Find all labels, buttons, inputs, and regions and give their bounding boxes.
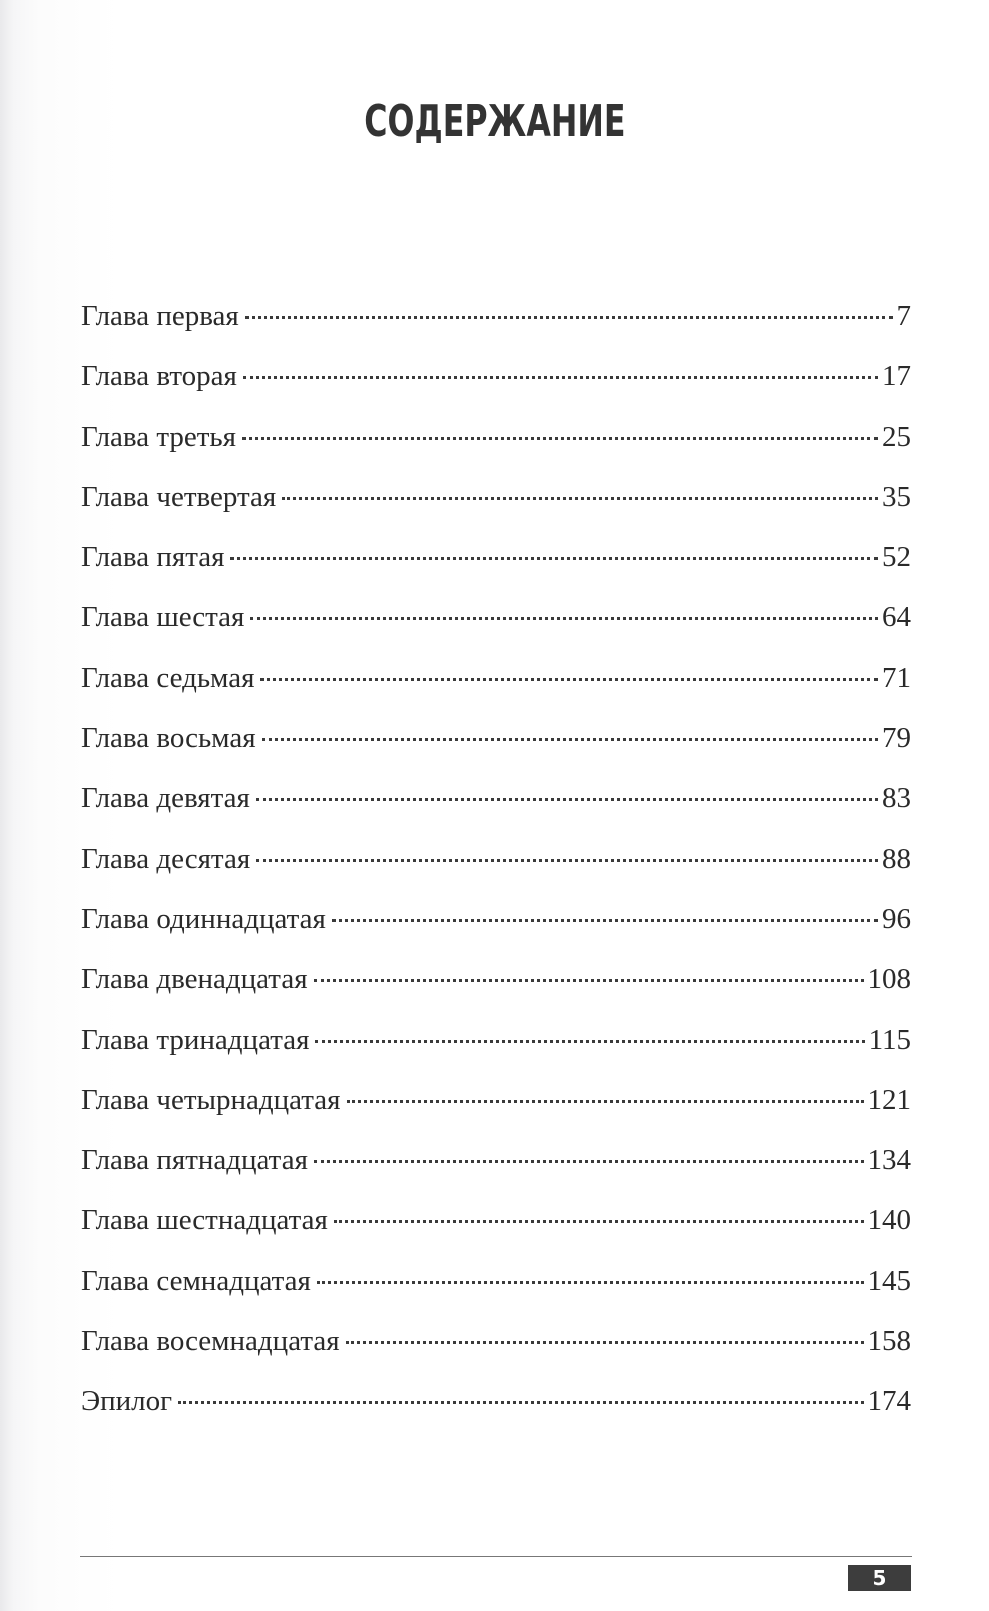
toc-entry-label: Глава шестнадцатая (81, 1204, 328, 1237)
toc-entry-page: 17 (882, 360, 911, 393)
toc-entry-page: 174 (867, 1385, 911, 1418)
toc-entry-page: 79 (882, 722, 911, 755)
toc-entry (81, 1251, 911, 1311)
page-number-badge: 5 (848, 1565, 911, 1591)
dot-leader (245, 316, 893, 319)
toc-entry (81, 467, 911, 527)
toc-entry-label: Глава четвертая (81, 480, 277, 513)
toc-entry-label: Глава пятая (81, 541, 225, 574)
dot-leader (282, 497, 878, 500)
toc-entry-page: 96 (882, 902, 911, 935)
toc-entry-label: Эпилог (81, 1385, 173, 1418)
page-title: СОДЕРЖАНИЕ (364, 96, 626, 147)
toc-entry (81, 708, 911, 768)
toc-entry (81, 768, 911, 828)
toc-entry (81, 1010, 911, 1070)
toc-entry (81, 1190, 911, 1250)
dot-leader (256, 798, 878, 801)
toc-entry-page: 121 (867, 1083, 911, 1116)
toc-entry (81, 949, 911, 1009)
toc-entry (81, 1371, 911, 1431)
dot-leader (260, 678, 878, 681)
dot-leader (178, 1401, 863, 1404)
dot-leader (334, 1220, 864, 1223)
toc-entry (81, 1130, 911, 1190)
footer-divider (80, 1556, 912, 1557)
toc-entry (81, 346, 911, 406)
toc-entry-page: 134 (867, 1144, 911, 1177)
toc-entry (81, 648, 911, 708)
toc-entry-label: Глава пятнадцатая (81, 1144, 308, 1177)
toc-entry-label: Глава семнадцатая (81, 1264, 311, 1297)
toc-entry-label: Глава шестая (81, 601, 245, 634)
toc-entry (81, 1311, 911, 1371)
dot-leader (314, 1160, 864, 1163)
dot-leader (347, 1100, 864, 1103)
toc-entry-page: 140 (867, 1204, 911, 1237)
toc-entry (81, 587, 911, 647)
toc-entry-page: 71 (882, 661, 911, 694)
table-of-contents (81, 286, 911, 1432)
toc-entry (81, 527, 911, 587)
dot-leader (230, 557, 878, 560)
dot-leader (256, 859, 878, 862)
toc-entry-page: 115 (868, 1023, 911, 1056)
toc-entry-page: 7 (896, 300, 911, 332)
toc-entry-label: Глава восемнадцатая (81, 1325, 340, 1358)
toc-entry (81, 1070, 911, 1130)
dot-leader (242, 437, 878, 440)
toc-entry (81, 407, 911, 467)
toc-entry-label: Глава седьмая (81, 661, 255, 694)
toc-entry-page: 88 (882, 842, 911, 875)
dot-leader (315, 1040, 864, 1043)
toc-entry-label: Глава четырнадцатая (81, 1083, 341, 1116)
dot-leader (243, 376, 878, 379)
toc-entry-label: Глава восьмая (81, 722, 256, 755)
dot-leader (317, 1281, 864, 1284)
dot-leader (332, 919, 878, 922)
toc-entry-page: 64 (882, 601, 911, 634)
toc-entry (81, 286, 911, 346)
toc-entry-page: 52 (882, 541, 911, 574)
toc-entry-label: Глава одиннадцатая (81, 902, 326, 935)
toc-entry (81, 829, 911, 889)
toc-entry-label: Глава вторая (81, 360, 237, 393)
dot-leader (314, 979, 864, 982)
toc-entry-label: Глава десятая (81, 842, 251, 875)
toc-entry-page: 25 (882, 420, 911, 453)
toc-entry-label: Глава третья (81, 420, 236, 453)
toc-entry-page: 35 (882, 480, 911, 513)
toc-entry-page: 145 (867, 1264, 911, 1297)
dot-leader (346, 1341, 864, 1344)
toc-entry-page: 158 (867, 1325, 911, 1358)
dot-leader (250, 617, 878, 620)
toc-entry-label: Глава тринадцатая (81, 1023, 310, 1056)
dot-leader (262, 738, 878, 741)
toc-entry-label: Глава первая (81, 300, 239, 332)
toc-entry (81, 889, 911, 949)
toc-entry-label: Глава девятая (81, 782, 250, 815)
toc-entry-page: 83 (882, 782, 911, 815)
toc-entry-page: 108 (867, 963, 911, 996)
toc-entry-label: Глава двенадцатая (81, 963, 308, 996)
